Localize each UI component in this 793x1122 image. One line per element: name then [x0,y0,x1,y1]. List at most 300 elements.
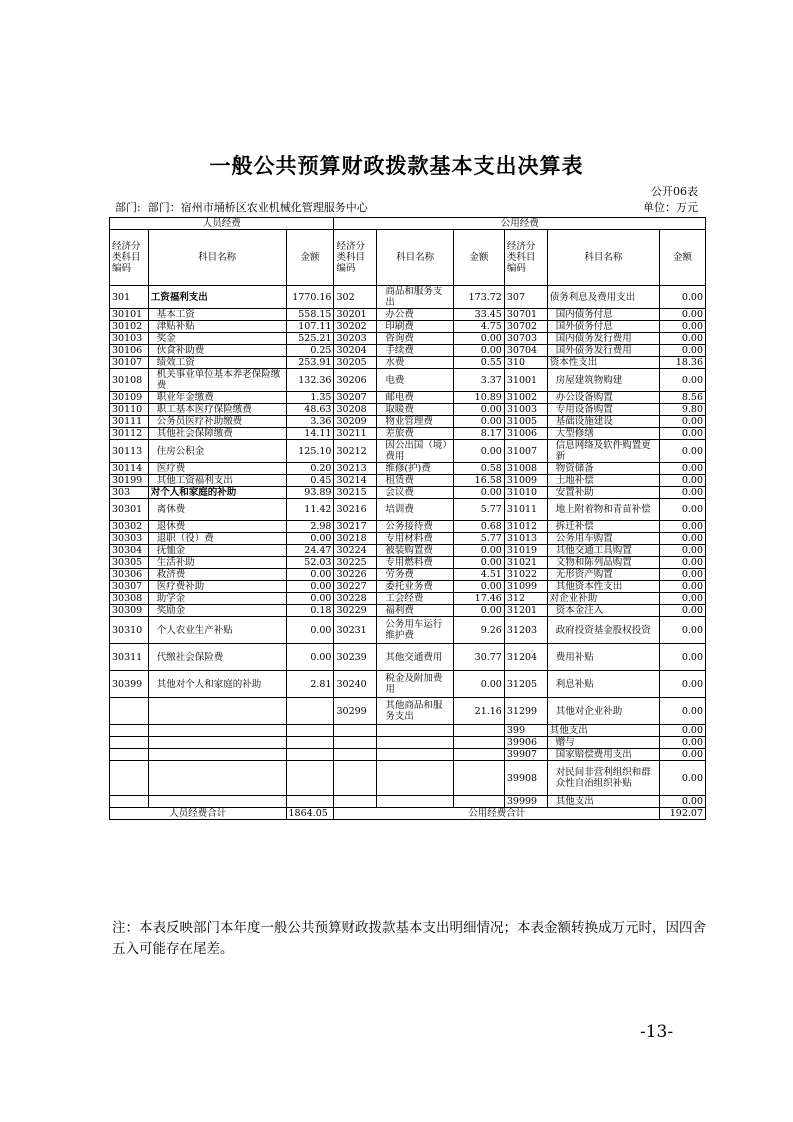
cell-name: 维修(护)费 [377,463,454,475]
cell-name: 办公设备购置 [547,392,659,404]
cell-code [110,737,149,749]
cell-name [148,698,286,725]
cell-code: 31010 [504,487,547,499]
cell-amount: 0.00 [286,644,334,671]
cell-amount: 0.00 [286,533,334,545]
cell-code: 30208 [334,404,377,416]
cell-name: 土地补偿 [547,475,659,487]
cell-name: 差旅费 [377,428,454,440]
table-row [110,428,706,440]
cell-name [377,749,454,761]
cell-amount: 0.00 [659,416,705,428]
header-name: 科目名称 [377,230,454,286]
cell-code: 31204 [504,644,547,671]
cell-name: 职业年金缴费 [148,392,286,404]
cell-name: 房屋建筑物购建 [547,369,659,392]
cell-name: 国家赔偿费用支出 [547,749,659,761]
cell-amount: 0.00 [659,369,705,392]
cell-amount: 0.00 [453,416,504,428]
cell-amount: 253.91 [286,357,334,369]
cell-code: 31021 [504,557,547,569]
table-row [110,487,706,499]
cell-name: 无形资产购置 [547,569,659,581]
cell-amount: 0.00 [659,499,705,521]
cell-name: 职工基本医疗保险缴费 [148,404,286,416]
cell-name: 其他资本性支出 [547,581,659,593]
cell-name: 安置补助 [547,487,659,499]
page-title: 一般公共预算财政拨款基本支出决算表 [209,153,584,178]
cell-code [110,796,149,808]
cell-amount: 0.00 [659,737,705,749]
cell-name: 物业管理费 [377,416,454,428]
cell-name: 生活补助 [148,557,286,569]
cell-code: 30106 [110,345,149,357]
cell-name: 离休费 [148,499,286,521]
cell-amount: 14.11 [286,428,334,440]
cell-code [334,737,377,749]
table-row [110,725,706,737]
cell-name: 医疗费补助 [148,581,286,593]
cell-name: 印刷费 [377,321,454,333]
cell-name: 退职（役）费 [148,533,286,545]
cell-amount: 107.11 [286,321,334,333]
cell-name: 资本金注入 [547,605,659,617]
cell-amount [286,796,334,808]
cell-amount: 0.00 [659,761,705,796]
cell-name: 专用设备购置 [547,404,659,416]
cell-amount: 0.20 [286,463,334,475]
cell-code: 30217 [334,521,377,533]
table-row [110,345,706,357]
cell-name [148,737,286,749]
header-amount: 金额 [453,230,504,286]
cell-code: 30114 [110,463,149,475]
cell-code: 302 [334,286,377,309]
cell-code: 30103 [110,333,149,345]
cell-code: 303 [110,487,149,499]
table-row [110,671,706,698]
cell-name: 国外债务付息 [547,321,659,333]
cell-amount: 0.00 [659,475,705,487]
cell-amount: 0.00 [659,581,705,593]
totals-row [110,808,706,820]
table-row [110,761,706,796]
cell-name: 手续费 [377,345,454,357]
cell-amount: 16.58 [453,475,504,487]
cell-name: 物资储备 [547,463,659,475]
cell-name: 赠与 [547,737,659,749]
header-amount: 金额 [659,230,705,286]
cell-amount: 0.00 [453,333,504,345]
table-row [110,545,706,557]
cell-code: 30307 [110,581,149,593]
cell-amount [286,761,334,796]
expenditure-table [109,217,706,820]
table-row [110,557,706,569]
cell-name: 住房公积金 [148,440,286,463]
cell-amount: 0.00 [286,593,334,605]
cell-amount: 0.18 [286,605,334,617]
table-row [110,404,706,416]
page-number: -13- [640,1022,674,1042]
footnote: 注：本表反映部门本年度一般公共预算财政拨款基本支出明细情况；本表金额转换成万元时，因四舍五入可能存在尾差。 [112,920,706,957]
table-row [110,593,706,605]
cell-code: 30213 [334,463,377,475]
table-row [110,475,706,487]
cell-name: 咨询费 [377,333,454,345]
cell-name: 其他支出 [547,796,659,808]
cell-code: 30202 [334,321,377,333]
cell-amount: 10.89 [453,392,504,404]
cell-amount: 0.55 [453,357,504,369]
cell-name [148,796,286,808]
section-personnel: 人员经费 [110,218,334,230]
cell-name: 其他对个人和家庭的补助 [148,671,286,698]
cell-name: 个人农业生产补贴 [148,617,286,644]
cell-name: 助学金 [148,593,286,605]
cell-name: 专用材料费 [377,533,454,545]
cell-name: 其他商品和服务支出 [377,698,454,725]
cell-code: 30308 [110,593,149,605]
cell-name: 大型修缮 [547,428,659,440]
cell-code: 30701 [504,309,547,321]
header-code: 经济分类科目编码 [110,230,149,286]
cell-code: 30306 [110,569,149,581]
cell-amount: 0.00 [659,796,705,808]
cell-code: 30399 [110,671,149,698]
cell-name: 津贴补贴 [148,321,286,333]
cell-name [377,725,454,737]
table-row [110,369,706,392]
cell-amount: 30.77 [453,644,504,671]
cell-name: 基本工资 [148,309,286,321]
cell-amount: 24.47 [286,545,334,557]
table-row [110,581,706,593]
cell-code: 31008 [504,463,547,475]
cell-code [110,725,149,737]
header-code: 经济分类科目编码 [334,230,377,286]
cell-name: 基础设施建设 [547,416,659,428]
cell-code: 30212 [334,440,377,463]
cell-amount: 4.75 [453,321,504,333]
cell-name: 委托业务费 [377,581,454,593]
cell-code: 31003 [504,404,547,416]
table-row [110,617,706,644]
cell-code: 30109 [110,392,149,404]
department-name: 部门：宿州市埇桥区农业机械化管理服务中心 [147,201,368,214]
table-row [110,499,706,521]
cell-name: 机关事业单位基本养老保险缴费 [148,369,286,392]
cell-code [334,761,377,796]
cell-code: 30211 [334,428,377,440]
cell-code: 30304 [110,545,149,557]
public-total-label: 公用经费合计 [334,808,659,820]
table-row [110,333,706,345]
cell-amount: 0.25 [286,345,334,357]
cell-code: 399 [504,725,547,737]
cell-amount: 17.46 [453,593,504,605]
cell-code [334,749,377,761]
cell-name: 工会经费 [377,593,454,605]
cell-amount [453,737,504,749]
cell-amount: 0.00 [659,605,705,617]
cell-code: 31001 [504,369,547,392]
cell-amount: 2.98 [286,521,334,533]
cell-name: 其他对企业补助 [547,698,659,725]
cell-amount: 3.37 [453,369,504,392]
cell-name: 对个人和家庭的补助 [148,487,286,499]
cell-code: 30207 [334,392,377,404]
cell-name: 邮电费 [377,392,454,404]
cell-code: 301 [110,286,149,309]
cell-code: 31201 [504,605,547,617]
cell-code: 30203 [334,333,377,345]
cell-amount: 0.00 [453,557,504,569]
table-row [110,698,706,725]
cell-code: 30113 [110,440,149,463]
table-row [110,796,706,808]
cell-amount [286,725,334,737]
cell-amount: 48.63 [286,404,334,416]
cell-name: 商品和服务支出 [377,286,454,309]
cell-code: 30299 [334,698,377,725]
cell-code: 31005 [504,416,547,428]
cell-code: 30302 [110,521,149,533]
cell-code: 31002 [504,392,547,404]
cell-amount: 0.00 [453,545,504,557]
cell-name [148,761,286,796]
cell-name: 被装购置费 [377,545,454,557]
cell-amount: 0.00 [453,487,504,499]
cell-name: 公务用车运行维护费 [377,617,454,644]
cell-amount: 93.89 [286,487,334,499]
section-public: 公用经费 [334,218,706,230]
cell-code: 30112 [110,428,149,440]
cell-code: 39906 [504,737,547,749]
cell-code: 30311 [110,644,149,671]
cell-amount: 0.00 [659,725,705,737]
cell-amount [453,796,504,808]
department-label: 部门: [115,201,141,214]
cell-amount: 0.00 [659,463,705,475]
cell-code: 31011 [504,499,547,521]
cell-amount: 1770.16 [286,286,334,309]
cell-code: 30231 [334,617,377,644]
cell-code: 30206 [334,369,377,392]
cell-amount [286,737,334,749]
cell-code: 31009 [504,475,547,487]
cell-amount: 0.00 [453,345,504,357]
cell-amount: 0.00 [286,581,334,593]
cell-code: 30209 [334,416,377,428]
cell-amount: 0.00 [659,698,705,725]
cell-code: 31006 [504,428,547,440]
cell-amount: 8.17 [453,428,504,440]
form-number: 公开06表 [651,185,698,198]
table-row [110,644,706,671]
cell-amount: 0.00 [659,593,705,605]
cell-code: 31007 [504,440,547,463]
cell-code: 30239 [334,644,377,671]
table-row [110,463,706,475]
cell-code: 30305 [110,557,149,569]
cell-amount: 1.35 [286,392,334,404]
cell-code: 30111 [110,416,149,428]
cell-name: 利息补贴 [547,671,659,698]
table-row [110,286,706,309]
cell-amount: 0.00 [453,605,504,617]
cell-code: 30218 [334,533,377,545]
cell-name: 奖金 [148,333,286,345]
cell-name [377,737,454,749]
cell-code: 30102 [110,321,149,333]
cell-amount: 0.00 [659,557,705,569]
cell-amount: 0.00 [659,749,705,761]
cell-amount [286,698,334,725]
cell-code: 30704 [504,345,547,357]
column-header-row [110,230,706,286]
cell-amount: 0.00 [453,440,504,463]
cell-name: 政府投资基金股权投资 [547,617,659,644]
cell-amount: 0.00 [659,440,705,463]
cell-code: 30310 [110,617,149,644]
cell-name: 专用燃料费 [377,557,454,569]
cell-amount [453,749,504,761]
cell-name [377,761,454,796]
cell-amount: 173.72 [453,286,504,309]
table-row [110,737,706,749]
cell-amount: 0.00 [453,404,504,416]
section-header-row [110,218,706,230]
cell-amount: 0.00 [453,581,504,593]
cell-name: 代缴社会保险费 [148,644,286,671]
cell-name: 工资福利支出 [148,286,286,309]
cell-name: 公务接待费 [377,521,454,533]
cell-code [110,698,149,725]
cell-name: 救济费 [148,569,286,581]
cell-amount: 558.15 [286,309,334,321]
cell-name: 水费 [377,357,454,369]
cell-amount: 2.81 [286,671,334,698]
cell-name: 医疗费 [148,463,286,475]
cell-code: 30204 [334,345,377,357]
cell-code: 30303 [110,533,149,545]
cell-amount: 0.00 [659,345,705,357]
cell-name: 其他工资福利支出 [148,475,286,487]
table-row [110,533,706,545]
cell-code: 31099 [504,581,547,593]
cell-code: 30309 [110,605,149,617]
cell-name: 公务用车购置 [547,533,659,545]
cell-code: 39999 [504,796,547,808]
cell-amount: 0.00 [659,644,705,671]
table-row [110,357,706,369]
cell-code: 30216 [334,499,377,521]
cell-name: 费用补贴 [547,644,659,671]
cell-code: 30107 [110,357,149,369]
cell-amount: 125.10 [286,440,334,463]
cell-code: 31013 [504,533,547,545]
cell-name: 公务员医疗补助缴费 [148,416,286,428]
cell-code: 30108 [110,369,149,392]
cell-code: 30205 [334,357,377,369]
cell-name: 国内债务付息 [547,309,659,321]
cell-name: 拆迁补偿 [547,521,659,533]
cell-code: 30214 [334,475,377,487]
cell-amount: 3.36 [286,416,334,428]
cell-name: 因公出国（境）费用 [377,440,454,463]
cell-name: 文物和陈列品购置 [547,557,659,569]
cell-code: 39907 [504,749,547,761]
table-row [110,605,706,617]
department-line [115,199,368,215]
cell-amount: 11.42 [286,499,334,521]
cell-amount: 0.00 [659,617,705,644]
cell-name: 税金及附加费用 [377,671,454,698]
cell-code: 30225 [334,557,377,569]
cell-amount: 52.03 [286,557,334,569]
cell-code: 31203 [504,617,547,644]
cell-name: 国内债务发行费用 [547,333,659,345]
cell-amount [453,761,504,796]
cell-code: 30240 [334,671,377,698]
cell-code [334,796,377,808]
cell-amount [453,725,504,737]
personnel-total-value: 1864.05 [286,808,334,820]
cell-amount: 9.80 [659,404,705,416]
cell-code: 307 [504,286,547,309]
cell-name [377,796,454,808]
cell-amount: 132.36 [286,369,334,392]
cell-code: 31299 [504,698,547,725]
cell-code: 30201 [334,309,377,321]
cell-name: 会议费 [377,487,454,499]
cell-amount: 0.00 [659,521,705,533]
cell-code: 30702 [504,321,547,333]
table-row [110,392,706,404]
cell-code: 30301 [110,499,149,521]
cell-amount: 0.00 [659,309,705,321]
cell-code [110,761,149,796]
table-row [110,309,706,321]
cell-name: 绩效工资 [148,357,286,369]
table-row [110,749,706,761]
cell-name: 信息网络及软件购置更新 [547,440,659,463]
cell-amount: 0.00 [659,333,705,345]
cell-code: 30215 [334,487,377,499]
cell-name: 其他交通工具购置 [547,545,659,557]
cell-code: 30101 [110,309,149,321]
cell-name: 租赁费 [377,475,454,487]
cell-name: 办公费 [377,309,454,321]
cell-amount: 33.45 [453,309,504,321]
personnel-total-label: 人员经费合计 [110,808,287,820]
cell-name [148,725,286,737]
cell-amount: 525.21 [286,333,334,345]
cell-code: 30110 [110,404,149,416]
cell-name: 抚恤金 [148,545,286,557]
cell-code: 39908 [504,761,547,796]
cell-name: 对企业补助 [547,593,659,605]
cell-code: 310 [504,357,547,369]
cell-name: 其他社会保障缴费 [148,428,286,440]
cell-name: 地上附着物和青苗补偿 [547,499,659,521]
cell-code: 30227 [334,581,377,593]
cell-amount [286,749,334,761]
cell-amount: 0.00 [659,487,705,499]
cell-code: 31022 [504,569,547,581]
cell-code: 30224 [334,545,377,557]
